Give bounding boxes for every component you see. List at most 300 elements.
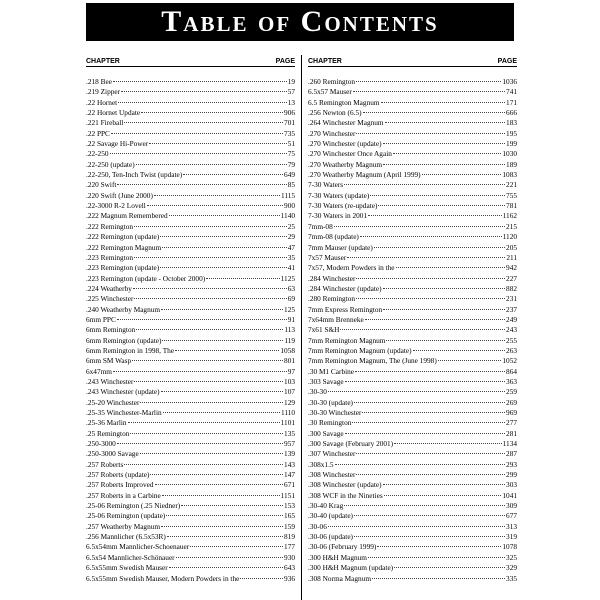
dot-leader [124,464,283,465]
entry-title: .220 Swift [86,180,117,190]
entry-title: 7mm Remington Magnum, The (June 1998) [308,356,437,366]
toc-entry [86,294,295,304]
entry-page: 183 [506,118,517,128]
entry-page: 263 [506,345,517,355]
toc-entry [308,553,517,563]
dot-leader [413,350,505,351]
entry-title: .25-35 Winchester-Marlin [86,408,162,417]
toc-entry [308,325,517,335]
entry-title: .222 Remington Magnum [86,242,162,252]
entry-page: 125 [284,304,295,314]
entry-title: .270 Weatherby Magnum [308,159,383,169]
entry-page: 671 [284,480,295,490]
entry-title: .300 H&H Magnum [308,552,367,562]
entry-title: .22 Savage Hi-Power [86,139,149,149]
entry-title: .260 Remington [308,77,356,86]
toc-entry [86,263,295,273]
dot-leader [134,257,287,258]
toc-entry [86,211,295,221]
entry-page: 189 [506,159,517,169]
toc-entry [308,511,517,521]
entry-page: 75 [287,149,295,159]
dot-leader [384,495,502,496]
entry-page: 319 [506,532,517,542]
dot-leader [136,329,283,330]
entry-page: 864 [506,366,517,376]
entry-page: 205 [506,242,517,252]
dot-leader [438,360,502,361]
toc-entry [86,336,295,346]
toc-entry [86,160,295,170]
entry-title: .256 Newton (6.5) [308,108,362,118]
toc-entry [86,222,295,232]
toc-entry [308,542,517,552]
entry-page: 57 [287,87,295,97]
entry-page: 63 [287,283,295,293]
entry-title: .224 Weatherby [86,283,132,293]
entry-title: .250-3000 Savage [86,449,139,459]
toc-entry [308,263,517,273]
entry-page: 19 [287,77,295,86]
entry-page: 165 [284,511,295,521]
entry-page: 309 [506,501,517,511]
dot-leader [354,536,505,537]
dot-leader [363,112,506,113]
entry-page: 781 [506,201,517,211]
dot-leader [352,422,505,423]
toc-entry [308,108,517,118]
entry-page: 35 [287,252,295,262]
dot-leader [334,226,505,227]
entry-title: .30 M1 Carbine [308,366,355,376]
toc-entry [308,305,517,315]
dot-leader [206,278,280,279]
entry-title: .303 Savage [308,376,344,386]
entry-page: 882 [506,283,517,293]
entry-page: 900 [284,201,295,211]
entry-title: .25-06 Remington (update) [86,511,166,521]
dot-leader [150,474,283,475]
toc-entry [86,274,295,284]
toc-entry [308,222,517,232]
entry-page: 215 [506,221,517,231]
toc-entry [86,315,295,325]
toc-entry [308,449,517,459]
entry-title: .308 Winchester [308,470,356,480]
toc-entry [308,563,517,573]
entry-title: .264 Winchester Magnum [308,118,384,128]
toc-entry [308,418,517,428]
page-title-banner [86,3,514,41]
entry-title: 7mm Express Remington [308,304,383,314]
entry-page: 269 [506,397,517,407]
entry-title: 6mm PPC [86,314,116,324]
dot-leader [396,267,506,268]
toc-entry [86,118,295,128]
entry-title: 6.5x55mm Swedish Mauser [86,563,168,573]
toc-entry [308,232,517,242]
entry-title: 6.5x54mm Mannlicher-Schoenauer [86,542,190,552]
entry-page: 221 [506,180,517,190]
entry-page: 1030 [502,149,517,159]
entry-page: 103 [284,376,295,386]
dot-leader [378,205,505,206]
toc-entry [86,367,295,377]
toc-entry [86,408,295,418]
entry-page: 129 [284,397,295,407]
entry-page: 819 [284,532,295,542]
toc-entry [86,532,295,542]
entry-page: 335 [506,573,517,583]
dot-leader [370,195,505,196]
toc-entry [308,377,517,387]
entry-page: 313 [506,521,517,531]
dot-leader [140,402,283,403]
dot-leader [134,381,283,382]
dot-leader [355,371,505,372]
entry-title: .222 Remington [86,221,134,231]
entry-title: 7-30 Waters (update) [308,190,370,200]
entry-title: 6.5x54 Mannlicher-Schönauer [86,552,175,562]
toc-entry [308,460,517,470]
entry-title: .25-36 Marlin [86,418,127,428]
entry-page: 159 [284,521,295,531]
entry-page: 97 [287,366,295,376]
toc-entry [86,284,295,294]
toc-entry [308,387,517,397]
entry-title: 6mm Remington in 1998, The [86,345,175,355]
entry-page: 649 [284,170,295,180]
dot-leader [162,340,283,341]
dot-leader [344,505,505,506]
toc-entry [308,284,517,294]
toc-entry [86,201,295,211]
entry-title: .30-40 (update) [308,511,353,521]
entry-page: 293 [506,459,517,469]
entry-title: .257 Roberts in a Carbine [86,490,161,500]
entry-page: 906 [284,108,295,118]
dot-leader [128,422,280,423]
dot-leader [161,309,283,310]
dot-leader [134,298,286,299]
toc-entry [308,98,517,108]
entry-title: .30-30 (update) [308,397,353,407]
dot-leader [240,578,283,579]
entry-page: 1052 [502,356,517,366]
entry-title: .284 Winchester (update) [308,283,382,293]
toc-entries-right [308,77,517,584]
dot-leader [356,81,501,82]
entry-title: .25-20 Winchester [86,397,140,407]
dot-leader [161,526,283,527]
dot-leader [147,205,283,206]
dot-leader [133,288,287,289]
entry-page: 969 [506,408,517,417]
toc-entry [86,305,295,315]
entry-title: .225 Winchester [86,294,134,304]
toc-entry [308,201,517,211]
dot-leader [383,288,506,289]
dot-leader [160,267,287,268]
toc-column-right [308,57,517,584]
dot-leader [345,381,505,382]
toc-entry [308,346,517,356]
toc-entry [86,377,295,387]
page-header: PAGE [497,58,517,65]
dot-leader [374,247,505,248]
toc-entry [86,429,295,439]
dot-leader [141,112,283,113]
toc-entry [308,532,517,542]
entry-title: 7mm Mauser (update) [308,242,373,252]
entry-page: 231 [506,294,517,304]
dot-leader [383,309,505,310]
entry-page: 1058 [280,345,295,355]
entry-page: 29 [287,232,295,242]
toc-entry [86,501,295,511]
dot-leader [368,557,505,558]
entry-page: 735 [284,128,295,138]
dot-leader [175,350,279,351]
dot-leader [162,247,287,248]
dot-leader [356,453,505,454]
toc-entry [86,325,295,335]
entry-title: .218 Bee [86,77,112,86]
entry-page: 1125 [280,273,295,283]
toc-entries-left [86,77,295,584]
dot-leader [117,319,287,320]
dot-leader [163,412,280,413]
entry-title: 7x61 S&H [308,325,340,335]
dot-leader [394,443,502,444]
toc-entry [308,294,517,304]
dot-leader [176,557,283,558]
entry-title: .219 Zipper [86,87,121,97]
toc-entry [86,243,295,253]
entry-page: 211 [506,252,517,262]
entry-page: 259 [506,387,517,397]
dot-leader [167,536,283,537]
dot-leader [340,329,505,330]
entry-page: 755 [506,190,517,200]
entry-title: 6.5x57 Mauser [308,87,352,97]
toc-entry [86,542,295,552]
entry-title: .221 Fireball [86,118,124,128]
toc-entry [308,336,517,346]
entry-page: 299 [506,470,517,480]
toc-entry [86,574,295,584]
dot-leader [377,546,501,547]
entry-page: 1078 [502,542,517,552]
toc-entry [308,398,517,408]
entry-page: 1110 [280,408,295,417]
dot-leader [383,143,506,144]
dot-leader [117,443,283,444]
entry-title: .257 Roberts Improved [86,480,154,490]
toc-entry [86,98,295,108]
entry-title: .250-3000 [86,439,116,449]
dot-leader [113,371,287,372]
dot-leader [169,215,280,216]
dot-leader [162,495,280,496]
dot-leader [353,91,505,92]
entry-page: 957 [284,439,295,449]
entry-title: .222 Magnum Remembered [86,211,168,221]
dot-leader [134,226,287,227]
dot-leader [381,102,505,103]
toc-entry [86,139,295,149]
entry-title: .243 Winchester (update) [86,387,160,397]
toc-entry [308,170,517,180]
dot-leader [160,236,287,237]
toc-entry [86,491,295,501]
entry-title: 7mm-08 [308,221,333,231]
dot-leader [360,236,502,237]
entry-page: 329 [506,563,517,573]
entry-page: 1140 [280,211,295,221]
dot-leader [132,360,283,361]
toc-entry [308,439,517,449]
entry-title: .300 Savage (February 2001) [308,439,394,449]
entry-title: .30-30 Winchester [308,408,362,417]
toc-entry [308,480,517,490]
entry-title: .223 Remington [86,252,134,262]
dot-leader [365,319,505,320]
entry-page: 677 [506,511,517,521]
dot-leader [155,484,284,485]
column-header [308,57,517,67]
dot-leader [393,153,502,154]
toc-entry [86,460,295,470]
entry-title: .257 Roberts [86,459,124,469]
toc-entry [86,480,295,490]
dot-leader [422,174,502,175]
toc-entry [308,118,517,128]
column-divider [301,55,302,600]
entry-page: 801 [284,356,295,366]
entry-page: 107 [284,387,295,397]
entry-page: 119 [284,335,295,345]
chapter-header: CHAPTER [86,58,120,65]
entry-title: .25-06 Remington (.25 Niedner) [86,501,181,511]
dot-leader [161,391,284,392]
entry-title: .22-3000 R-2 Lovell [86,201,146,211]
toc-entry [308,367,517,377]
entry-title: 7x57 Mauser [308,252,347,262]
entry-title: .308 Winchester (update) [308,480,382,490]
dot-leader [368,215,502,216]
dot-leader [386,340,505,341]
entry-page: 277 [506,418,517,428]
dot-leader [356,474,505,475]
entry-title: .30-06 (update) [308,532,353,542]
dot-leader [354,515,505,516]
entry-title: 7mm Remington Magnum (update) [308,345,412,355]
entry-title: .270 Winchester Once Again [308,149,392,159]
toc-entry [308,501,517,511]
entry-title: .30 Remington [308,418,352,428]
dot-leader [183,174,283,175]
toc-entry [86,398,295,408]
toc-entry [308,77,517,87]
entry-title: .22-250 [86,149,109,159]
entry-title: 6.5x55mm Swedish Mauser, Modern Powders in the [86,573,240,583]
entry-title: .220 Swift (June 2000) [86,190,153,200]
entry-page: 1134 [502,439,517,449]
toc-entry [86,149,295,159]
dot-leader [121,91,287,92]
toc-column-left [86,57,295,584]
entry-title: .243 Winchester [86,376,134,386]
entry-title: .256 Mannlicher (6.5x53R) [86,532,166,542]
entry-title: 7x64mm Brenneke [308,314,364,324]
entry-page: 666 [506,108,517,118]
dot-leader [166,515,283,516]
dot-leader [130,433,283,434]
toc-entry [308,356,517,366]
toc-entry [308,191,517,201]
toc-entry [308,129,517,139]
entry-title: .270 Weatherby Magnum (April 1999) [308,170,421,180]
entry-title: .308x1.5 [308,459,334,469]
entry-title: .30-40 Krag [308,501,344,511]
chapter-header: CHAPTER [308,58,342,65]
entry-title: 7-30 Waters (re-update) [308,201,378,211]
entry-page: 1151 [280,490,295,500]
entry-title: 6.5 Remington Magnum [308,97,380,107]
toc-entry [86,170,295,180]
toc-entry [308,429,517,439]
dot-leader [383,484,506,485]
toc-entry [86,470,295,480]
toc-entry [86,553,295,563]
entry-page: 41 [287,263,295,273]
entry-title: 7mm-08 (update) [308,232,359,242]
entry-title: .30-06 (February 1999) [308,542,377,552]
entry-page: 243 [506,325,517,335]
entry-page: 25 [287,221,295,231]
entry-title: 6x47mm [86,366,112,376]
page-title: Table of Contents [161,5,439,38]
entry-page: 287 [506,449,517,459]
entry-page: 47 [287,242,295,252]
entry-page: 237 [506,304,517,314]
dot-leader [154,195,280,196]
entry-page: 113 [284,325,295,335]
dot-leader [181,505,283,506]
entry-page: 227 [506,273,517,283]
entry-page: 1041 [502,490,517,500]
entry-page: 13 [287,97,295,107]
entry-title: .22 Hornet Update [86,108,141,118]
entry-page: 1115 [280,190,295,200]
dot-leader [113,81,287,82]
entry-page: 1162 [502,211,517,221]
entry-page: 255 [506,335,517,345]
toc-entry [308,160,517,170]
entry-title: 6mm Remington (update) [86,335,162,345]
dot-leader [385,122,505,123]
entry-title: .22 Hornet [86,97,118,107]
entry-page: 147 [284,470,295,480]
dot-leader [328,526,505,527]
entry-page: 171 [506,97,517,107]
entry-page: 1083 [502,170,517,180]
entry-page: 643 [284,563,295,573]
dot-leader [117,184,286,185]
entry-title: .270 Winchester [308,128,356,138]
entry-page: 135 [284,428,295,438]
